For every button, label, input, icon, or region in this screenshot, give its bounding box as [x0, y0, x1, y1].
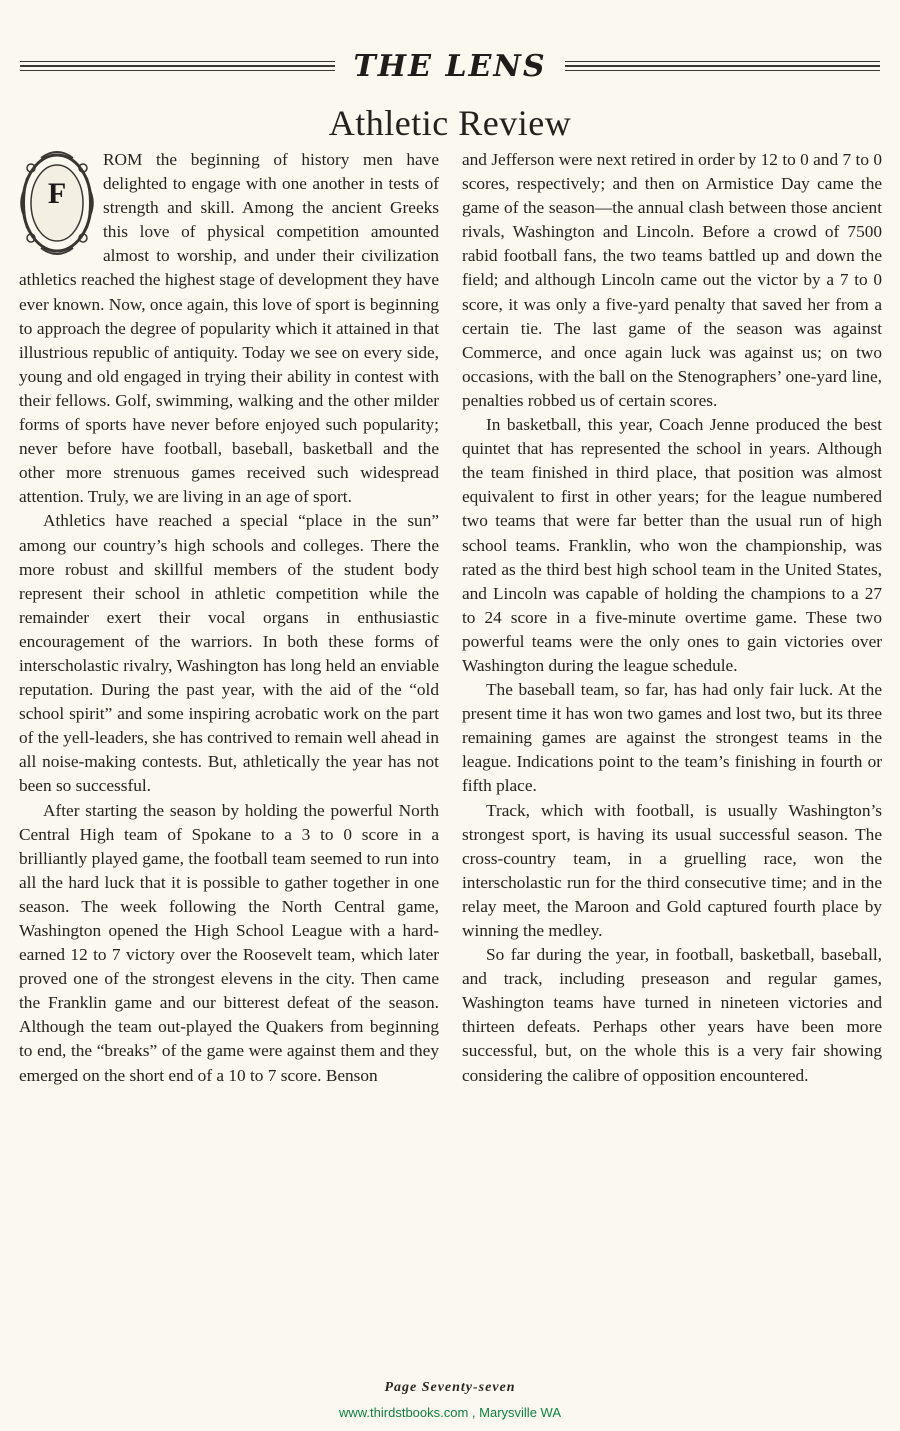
masthead-title: THE LENS: [353, 48, 547, 84]
left-column: [19, 148, 439, 1088]
masthead-rule-left: [20, 61, 335, 72]
left-paragraph-1: ROM the beginning of history men have delighted to engage with one another in tests of strength and skill. Among the ancient Greeks this love of physical competition amounted almost to worship, and under their civilization athletics reached the highest stage of development they have ever known. Now, once again, this love of sport is beginning to approach the degree of popularity which it attained in that illustrious republic of antiquity. Today we see on every side, young and old engaged in trying their ability in contest with their fellows. Golf, swimming, walking and the other milder forms of sports have never before enjoyed such popularity; never before have football, baseball, basketball and the other more strenuous games received such widespread attention. Truly, we are living in an age of sport.: [19, 150, 439, 507]
left-paragraph-2: Athletics have reached a special “place in the sun” among our country’s high schools and colleges. There the more robust and skillful members of the student body represent their school in athletic competition while the remainder exert their vocal organs in enthusiastic encouragement of the warriors. In both these forms of interscholastic rivalry, Washington has long held an enviable reputation. During the past year, with the aid of the “old school spirit” and some inspiring acrobatic work on the part of the yell-leaders, she has contrived to remain well ahead in all noise-making contests. But, athletically the year has not been so successful.: [19, 511, 439, 796]
source-credit-link[interactable]: www.thirdstbooks.com , Marysville WA: [338, 1405, 561, 1420]
masthead-rule-right: [565, 61, 880, 72]
masthead: [20, 44, 880, 88]
right-paragraph-1: and Jefferson were next retired in order by 12 to 0 and 7 to 0 scores, respectively; and then on Armistice Day came the game of the season—the annual clash between those ancient rivals, Washington and Lincoln. Before a crowd of 7500 rabid football fans, the two teams battled up and down the field; and although Lincoln came out the victor by a 7 to 0 score, it was only a five-yard penalty that saved her from a certain tie. The last game of the season was against Commerce, and once again luck was against us; on two occasions, with the ball on the Stenographers’ one-yard line, penalties robbed us of certain scores.: [462, 150, 882, 410]
dropcap-letter: F: [47, 177, 67, 210]
right-paragraph-2: In basketball, this year, Coach Jenne produced the best quintet that has represented the school in years. Although the team finished in third place, that position was almost equivalent to first in other years; for the league numbered two teams that were far better than the usual run of high school teams. Franklin, who won the championship, was rated as the third best high school team in the United States, and Lincoln was capable of holding the champions to a 27 to 24 score in a five-minute overtime game. These two powerful teams were the only ones to gain victories over Washington during the league schedule.: [462, 415, 882, 675]
right-column: [462, 148, 882, 1088]
right-paragraph-4: Track, which with football, is usually Washington’s strongest sport, is having its usual successful season. The cross-country team, in a gruelling race, won the interscholastic run for the third consecutive time; and in the relay meet, the Maroon and Gold captured fourth place by winning the medley.: [462, 800, 882, 940]
left-paragraph-3: After starting the season by holding the powerful North Central High team of Spokane to a 3 to 0 score in a brilliantly played game, the football team seemed to run into all the hard luck that it is possible to gather together in one season. The week following the North Central game, Washington opened the High School League with a hard-earned 12 to 7 victory over the Roosevelt team, which later proved one of the strongest elevens in the city. Then came the Franklin game and our bitterest defeat of the season. Although the team out-played the Quakers from beginning to end, the “breaks” of the game were against them and they emerged on the short end of a 10 to 7 score. Benson: [19, 800, 439, 1085]
page-title: Athletic Review: [328, 103, 572, 143]
dropcap: [17, 148, 97, 258]
page-number: Page Seventy-seven: [384, 1380, 516, 1395]
right-paragraph-3: The baseball team, so far, has had only fair luck. At the present time it has won two games and lost two, but its three remaining games are against the strongest teams in the league. Indications point to the team’s finishing in fourth or fifth place.: [462, 680, 882, 796]
right-paragraph-5: So far during the year, in football, basketball, baseball, and track, including preseason and regular games, Washington teams have turned in nineteen victories and thirteen defeats. Perhaps other years have been more successful, but, on the whole this is a very fair showing considering the calibre of opposition encountered.: [462, 945, 882, 1085]
